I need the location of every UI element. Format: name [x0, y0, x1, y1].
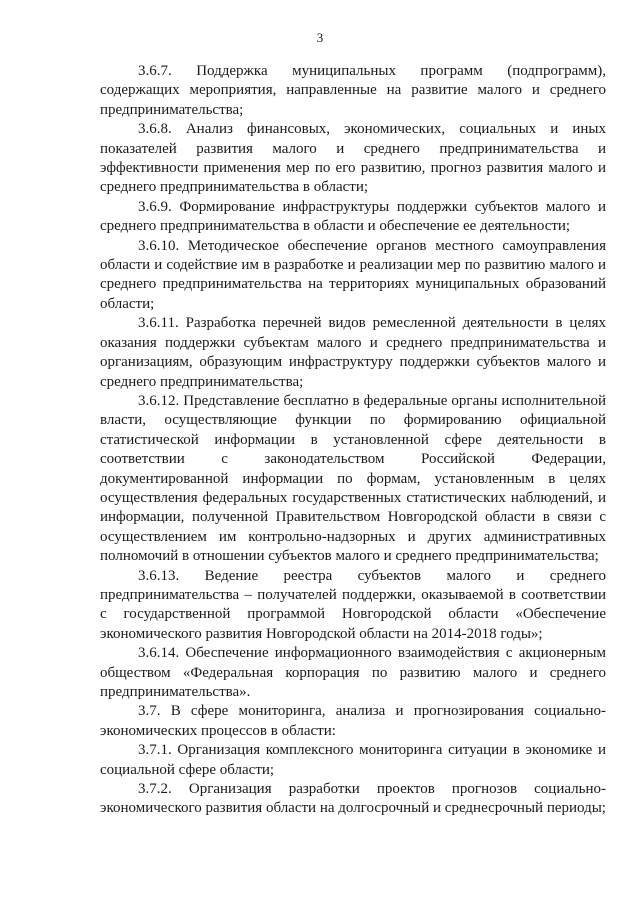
paragraph-3-7: 3.7. В сфере мониторинга, анализа и прогнозирования социально-экономических процессов в области: — [100, 703, 606, 739]
paragraph-3-7-1: 3.7.1. Организация комплексного мониторинга ситуации в экономике и социальной сфере области; — [100, 742, 606, 778]
paragraph-3-6-8: 3.6.8. Анализ финансовых, экономических, социальных и иных показателей развития малого и среднего предпринимательства и эффективности применения мер по его развитию, прогноз развития малого и среднего предпринимательства в области; — [100, 121, 606, 196]
document-body — [100, 62, 606, 819]
paragraph-3-6-10: 3.6.10. Методическое обеспечение органов местного самоуправления области и содействие им в разработке и реализации мер по развитию малого и среднего предпринимательства на территориях муниципальных образований области; — [100, 237, 606, 312]
paragraph-3-6-13: 3.6.13. Ведение реестра субъектов малого и среднего предпринимательства – получателей поддержки, оказываемой в соответствии с государственной программой Новгородской области «Обеспечение экономического развития Новгородской области на 2014-2018 годы»; — [100, 567, 606, 642]
paragraph-3-6-7: 3.6.7. Поддержка муниципальных программ (подпрограмм), содержащих мероприятия, направленные на развитие малого и среднего предпринимательства; — [100, 63, 606, 118]
paragraph-3-6-9: 3.6.9. Формирование инфраструктуры поддержки субъектов малого и среднего предпринимательства в области и обеспечение ее деятельности; — [100, 198, 606, 235]
paragraph-3-6-12: 3.6.12. Представление бесплатно в федеральные органы исполнительной власти, осуществляющие функции по формированию официальной статистической информации в установленной сфере деятельности в соответствии с законодательством Российской Федерации, документированной информации по формам, установленным в целях осуществления федеральных государственных статистических наблюдений, и информации, полученной Правительством Новгородской области в связи с осуществлением им контрольно-надзорных и других административных полномочий в отношении субъектов малого и среднего предпринимательства; — [100, 392, 606, 565]
paragraph-3-6-11: 3.6.11. Разработка перечней видов ремесленной деятельности в целях оказания поддержки субъектам малого и среднего предпринимательства и организациям, образующим инфраструктуру поддержки субъектов малого и среднего предпринимательства; — [100, 315, 606, 390]
paragraph-3-7-2: 3.7.2. Организация разработки проектов прогнозов социально-экономического развития области на долгосрочный и среднесрочный периоды; — [100, 781, 606, 817]
paragraph-3-6-14: 3.6.14. Обеспечение информационного взаимодействия с акционерным обществом «Федеральная корпорация по развитию малого и среднего предпринимательства». — [100, 645, 606, 700]
page-number: 3 — [316, 30, 324, 45]
